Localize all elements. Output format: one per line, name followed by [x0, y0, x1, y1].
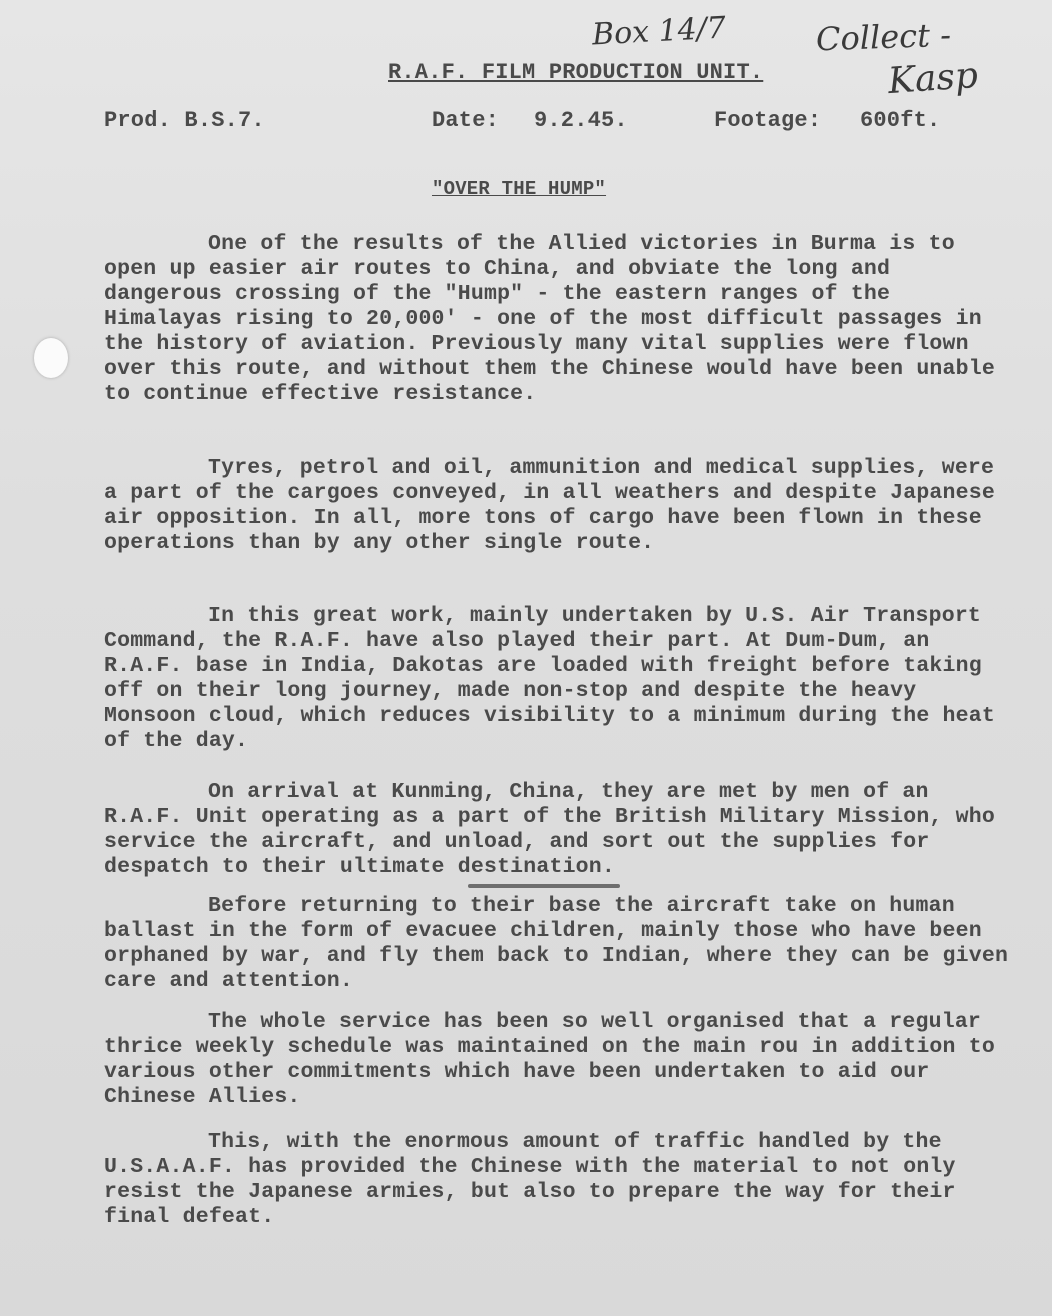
date-label: Date:	[432, 108, 500, 133]
paragraph-4: On arrival at Kunming, China, they are met by men of an R.A.F. Unit operating as a part of the British Military Mission, who service the aircraft, and unload, and sort out the supplies for despatch to their ultimate destination.	[104, 780, 995, 879]
paragraph-3: In this great work, mainly undertaken by U.S. Air Transport Command, the R.A.F. have also played their part. At Dum-Dum, an R.A.F. base in India, Dakotas are loaded with freight before taking off on their long journey, made non-stop and despite the heavy Monsoon cloud, which reduces visibility to a minimum during the heat of the day.	[104, 604, 995, 753]
paragraph-1: One of the results of the Allied victories in Burma is to open up easier air routes to China, and obviate the long and dangerous crossing of the "Hump" - the eastern ranges of the Himalayas rising to 20,000' - one of the most difficult passages in the history of aviation. Previously many vital supplies were flown over this route, and without them the Chinese would have been unable to continue effective resistance.	[104, 232, 995, 406]
collection-name-annotation: Kasp	[886, 54, 980, 103]
footage-value: 600ft.	[860, 108, 941, 133]
film-title: "OVER THE HUMP"	[432, 178, 607, 200]
paragraph-6: The whole service has been so well organised that a regular thrice weekly schedule was maintained on the main rou in addition to various other commitments which have been undertaken to aid our Chinese Allies.	[104, 1010, 995, 1109]
collection-annotation: Collect -	[815, 15, 952, 59]
paragraph-7: This, with the enormous amount of traffic handled by the U.S.A.A.F. has provided the Chinese with the material to not only resist the Japanese armies, but also to prepare the way for their final defeat.	[104, 1130, 956, 1229]
paragraph-5: Before returning to their base the aircraft take on human ballast in the form of evacuee children, mainly those who have been orphaned by war, and fly them back to Indian, where they can be given care and attention.	[104, 894, 1009, 993]
date-value: 9.2.45.	[534, 108, 628, 133]
production-number: Prod. B.S.7.	[104, 108, 265, 133]
punch-hole	[34, 338, 68, 378]
footage-label: Footage:	[714, 108, 822, 133]
box-reference-annotation: Box 14/7	[591, 10, 727, 53]
paragraph-2: Tyres, petrol and oil, ammunition and medical supplies, were a part of the cargoes conveyed, in all weathers and despite Japanese air opposition. In all, more tons of cargo have been flown in these operations than by any other single route.	[104, 456, 995, 555]
ink-mark	[468, 884, 620, 888]
unit-heading: R.A.F. FILM PRODUCTION UNIT.	[388, 60, 764, 85]
